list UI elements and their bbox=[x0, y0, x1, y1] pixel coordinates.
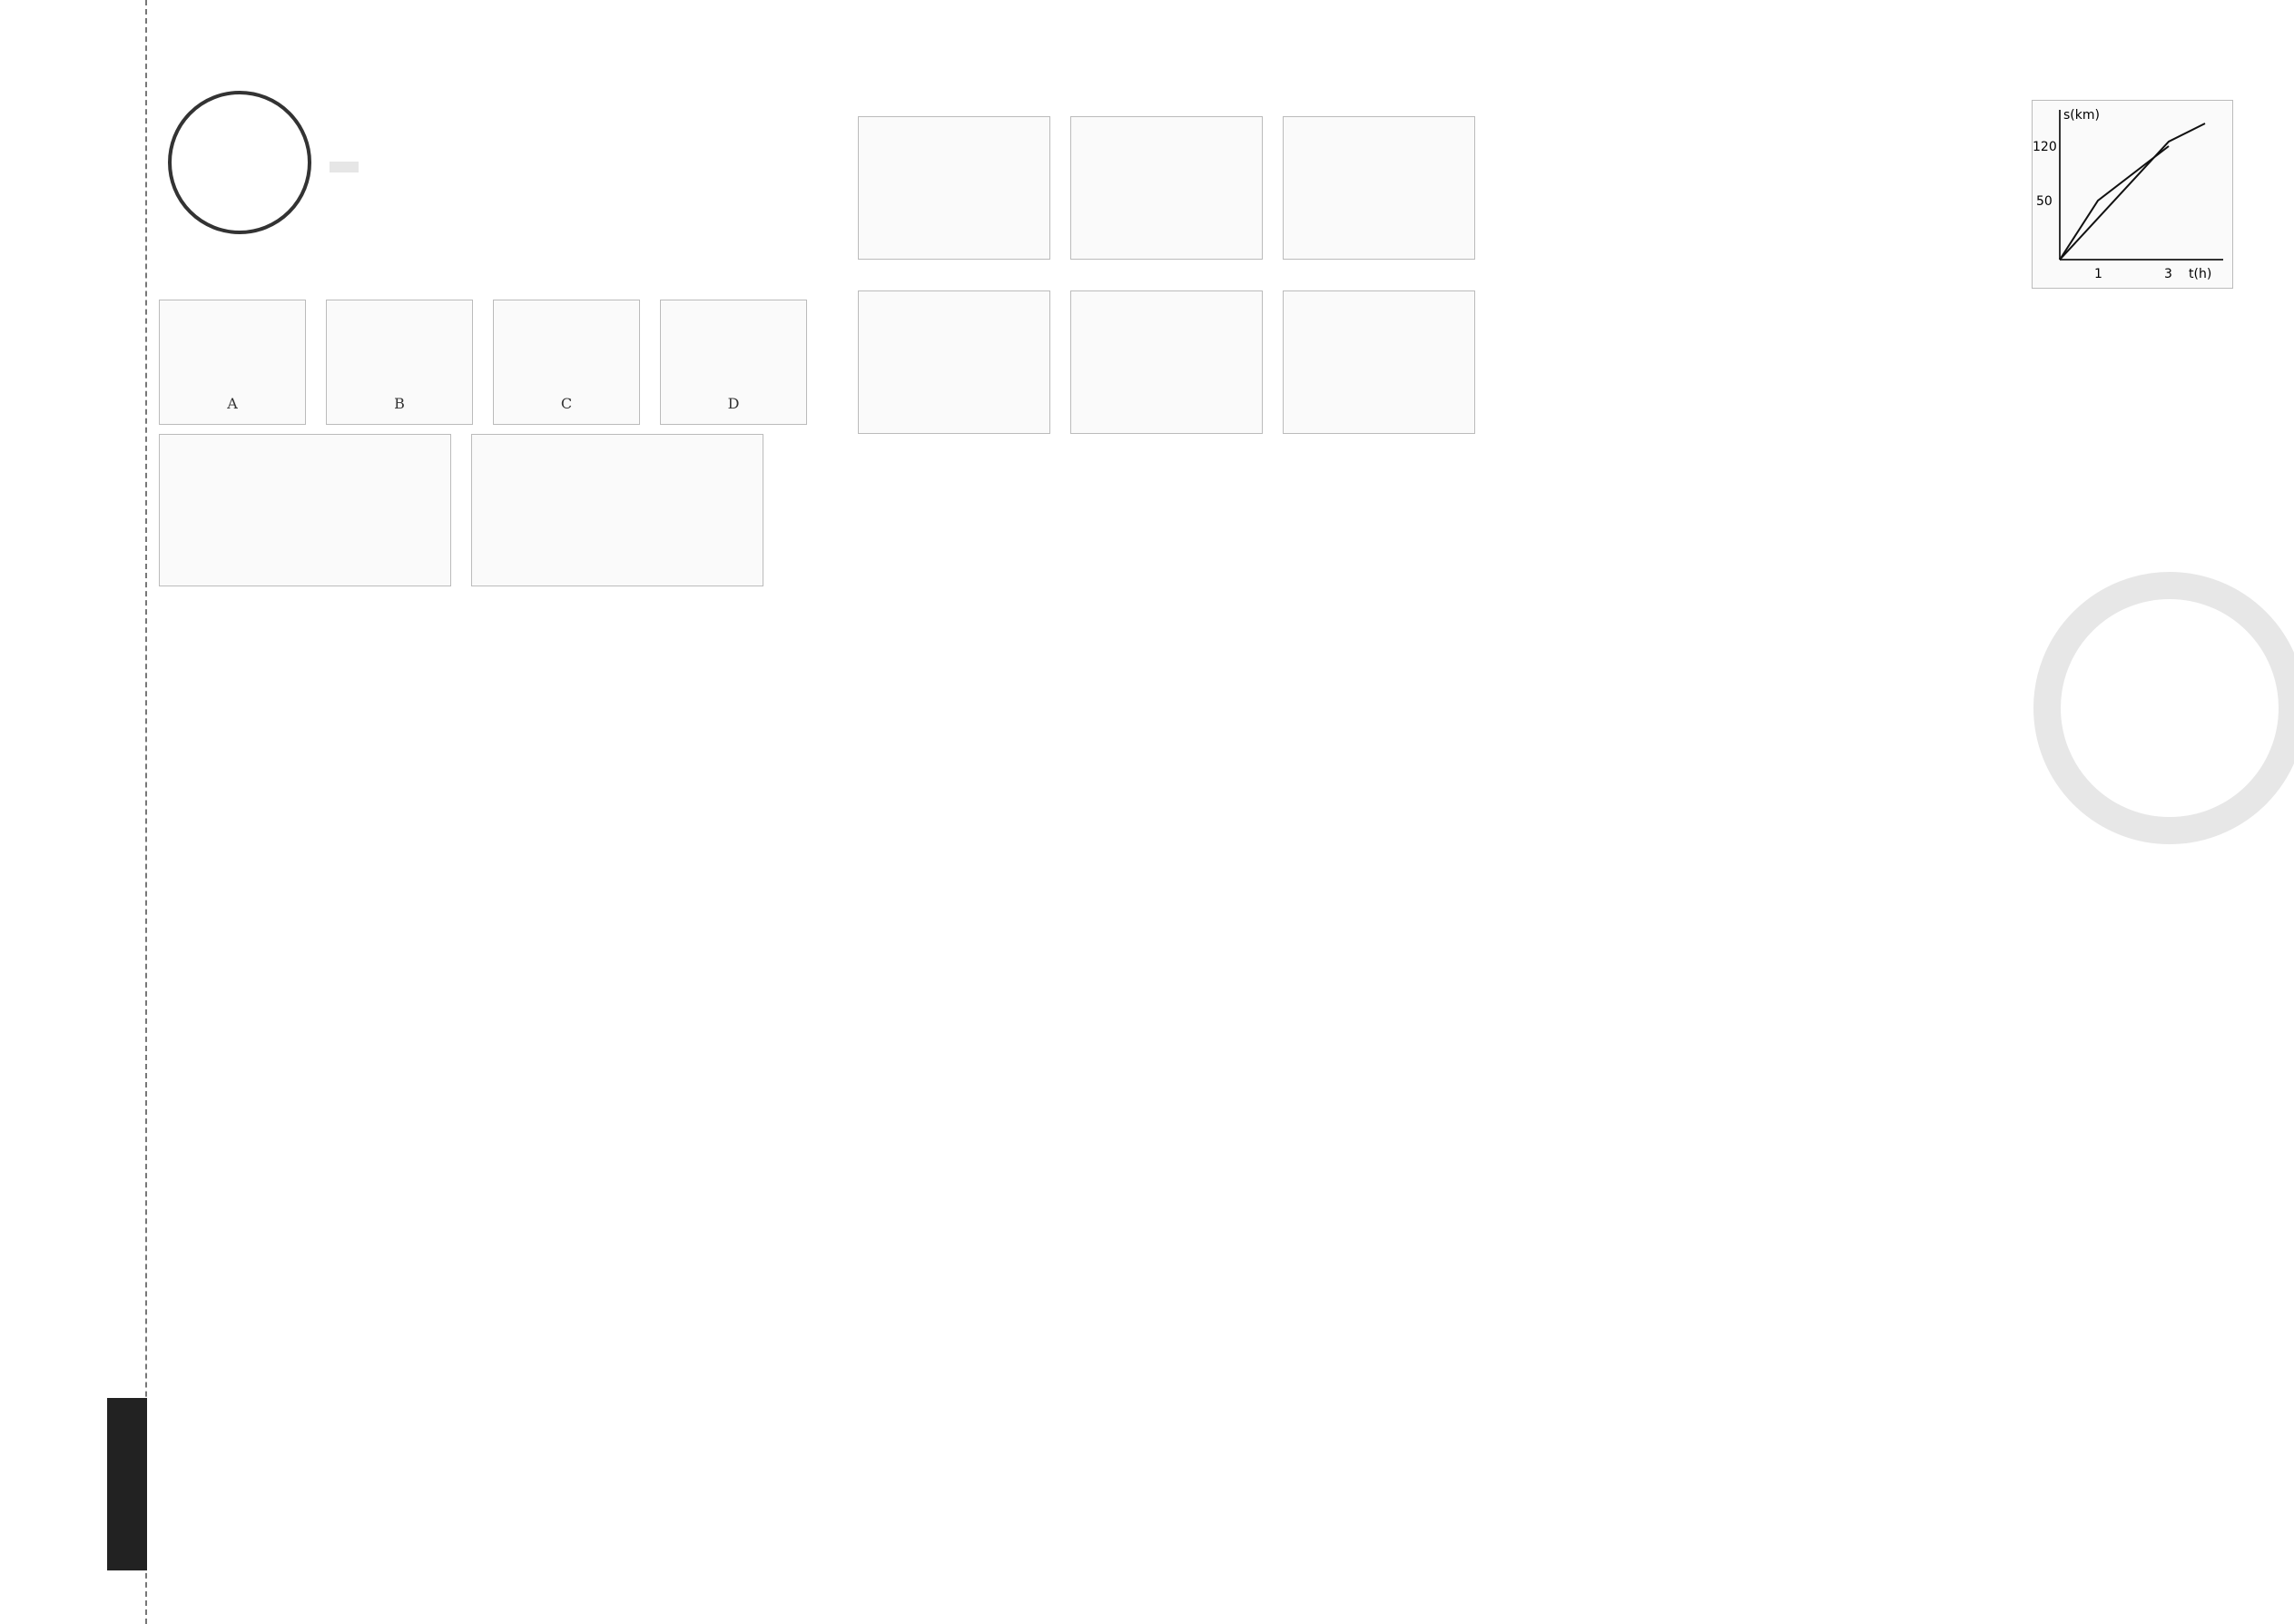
watermark-seal bbox=[2033, 572, 2294, 844]
y-tick-50: 50 bbox=[2036, 194, 2053, 209]
q10-12-figures bbox=[858, 116, 1521, 260]
q7-left-chart bbox=[159, 434, 451, 586]
binding-margin bbox=[36, 0, 147, 1624]
q6-label-d: D bbox=[727, 395, 740, 412]
q6-graph-d bbox=[660, 300, 807, 425]
q7-right-chart bbox=[471, 434, 763, 586]
column-2 bbox=[858, 91, 1521, 1507]
q19-graph bbox=[2032, 100, 2233, 289]
q14-figure bbox=[1070, 290, 1263, 434]
column-1 bbox=[159, 91, 822, 1507]
hebei-badge bbox=[107, 1398, 147, 1570]
q12-figure bbox=[1283, 116, 1475, 260]
q13-16-figures bbox=[858, 290, 1521, 434]
question-20 bbox=[1543, 298, 2233, 534]
q11-figure bbox=[1070, 116, 1263, 260]
q10-figure bbox=[858, 116, 1050, 260]
publisher-logo bbox=[168, 91, 311, 234]
x-tick-3: 3 bbox=[2164, 267, 2172, 281]
header bbox=[159, 91, 822, 234]
q6-label-b: B bbox=[394, 395, 405, 412]
question-9 bbox=[858, 96, 1521, 102]
question-7 bbox=[159, 434, 822, 595]
series-yi-line bbox=[2060, 123, 2205, 260]
q6-label-a: A bbox=[227, 395, 238, 412]
y-tick-120: 120 bbox=[2033, 140, 2057, 154]
q16-figure bbox=[1283, 290, 1475, 434]
question-6 bbox=[159, 300, 822, 425]
q6-graph-b bbox=[326, 300, 473, 425]
x-axis-label: t(h) bbox=[2189, 267, 2212, 281]
q13-figure bbox=[858, 290, 1050, 434]
exam-title bbox=[330, 162, 359, 172]
q6-figures bbox=[159, 300, 822, 425]
q6-graph-a bbox=[159, 300, 306, 425]
question-19 bbox=[1543, 100, 2233, 289]
q19-graph-svg bbox=[2033, 101, 2232, 282]
q7-figures bbox=[159, 434, 822, 586]
q6-label-c: C bbox=[560, 395, 573, 412]
answer-space bbox=[1543, 298, 2233, 534]
x-tick-1: 1 bbox=[2094, 267, 2102, 281]
question-5 bbox=[159, 287, 822, 292]
y-axis-label: s(km) bbox=[2063, 108, 2100, 123]
question-4 bbox=[159, 274, 822, 280]
q6-graph-c bbox=[493, 300, 640, 425]
